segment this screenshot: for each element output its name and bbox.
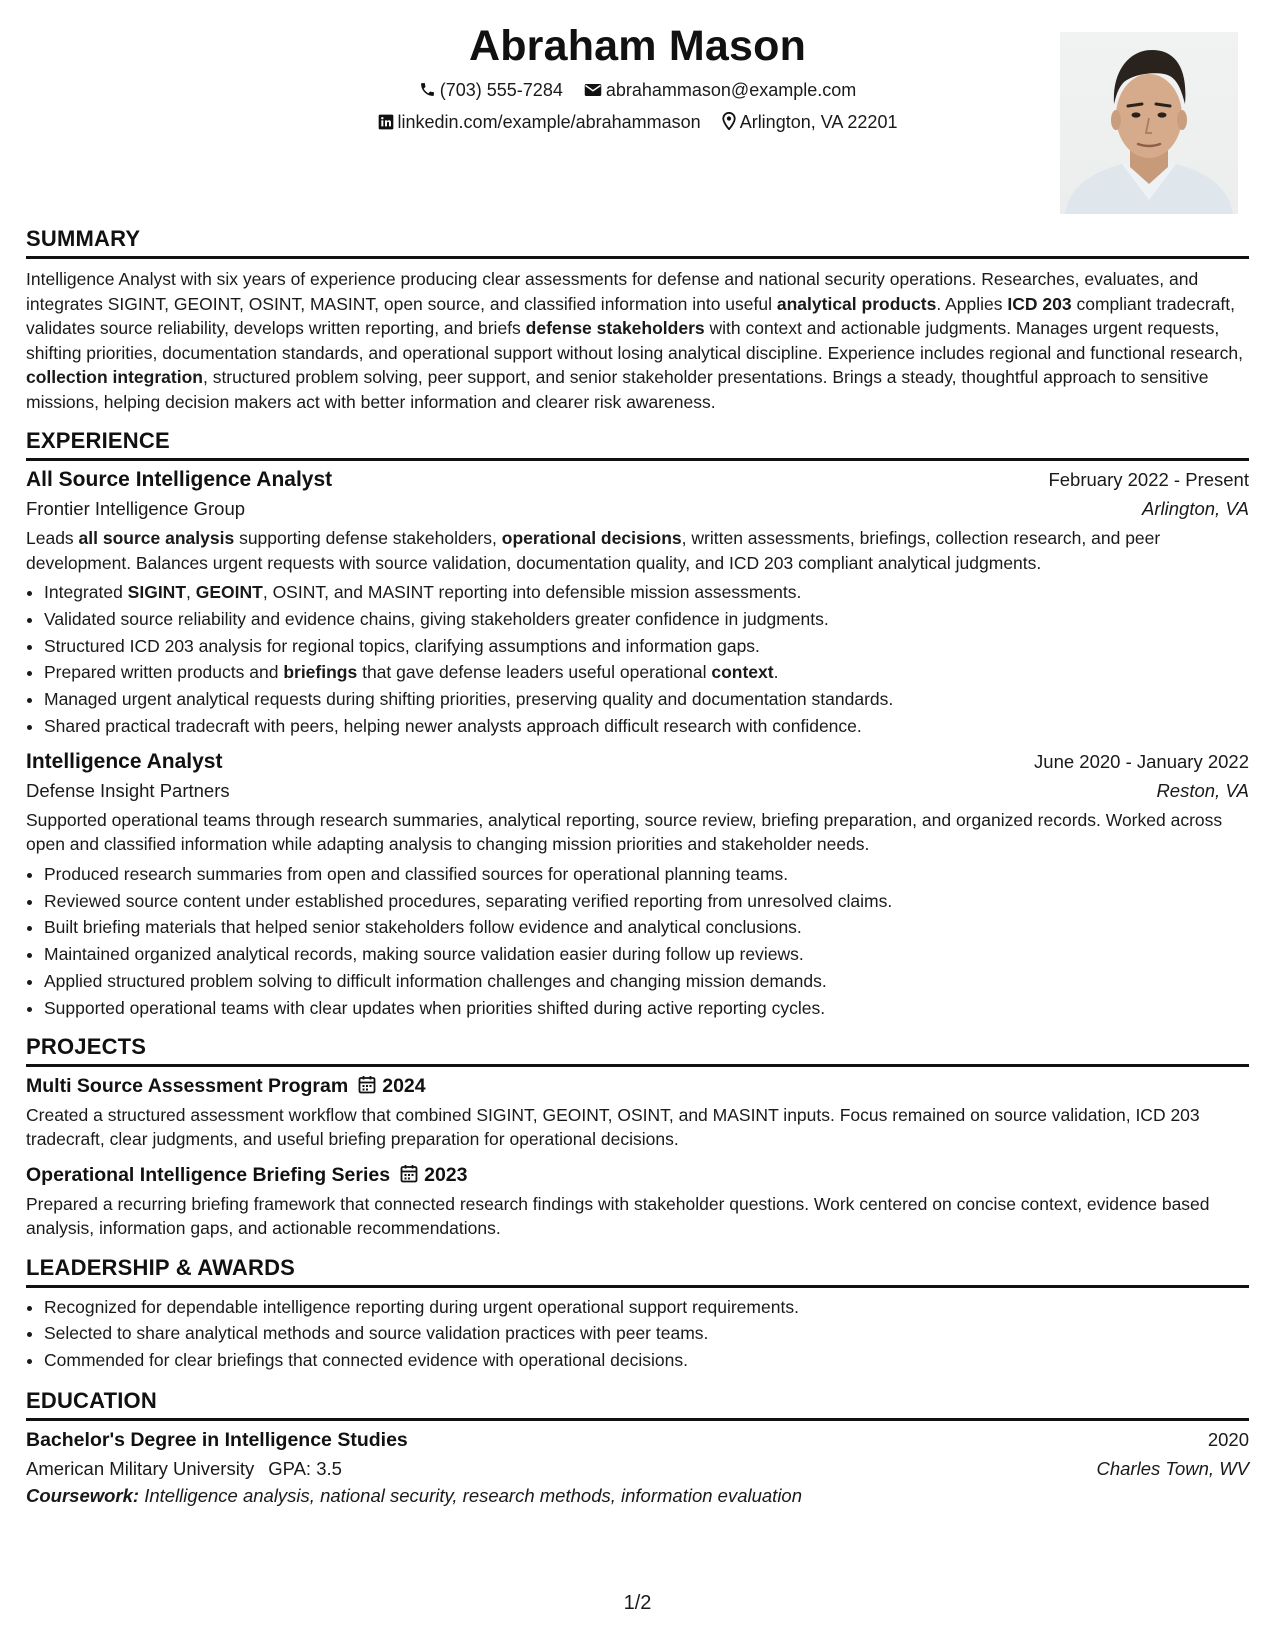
company-name: Frontier Intelligence Group (26, 498, 246, 519)
resume-page (26, 0, 1249, 1507)
projects-section (26, 1034, 1249, 1241)
page-number: 1/2 (623, 1592, 652, 1614)
list-item: • Produced research summaries from open and classified sources for operational planning teams. (44, 861, 1249, 888)
leadership-bullets (26, 1294, 1249, 1374)
linkedin-contact[interactable] (378, 112, 701, 133)
list-item: • Applied structured problem solving to difficult information challenges and changing mission demands. (44, 968, 1249, 995)
summary-section (26, 226, 1249, 414)
job-header-row (26, 750, 1249, 774)
coursework-label: Coursework: (26, 1484, 140, 1506)
phone-text: (703) 555-7284 (439, 80, 563, 100)
job-company-row (26, 780, 1249, 802)
job-dates: February 2022 - Present (1048, 469, 1249, 490)
project-title: Operational Intelligence Briefing Series (26, 1163, 391, 1186)
company-name: Defense Insight Partners (26, 779, 230, 801)
email-text[interactable]: abrahammason@example.com (605, 80, 857, 100)
job-bullets (26, 861, 1249, 1022)
list-item: • Built briefing materials that helped senior stakeholders follow evidence and analytical conclusions. (44, 914, 1249, 941)
job-header-row (26, 468, 1249, 492)
coursework-text: Intelligence analysis, national security, research methods, information evaluation (144, 1484, 803, 1506)
project-title-row (26, 1164, 1249, 1187)
calendar-icon (400, 1164, 418, 1183)
list-item: • Selected to share analytical methods and source validation practices with peer teams. (44, 1320, 1249, 1347)
graduation-year: 2020 (1207, 1428, 1249, 1450)
project-title-row (26, 1075, 1249, 1098)
list-item: • Integrated SIGINT, GEOINT, OSINT, and MASINT reporting into defensible mission assessments. (44, 579, 1249, 606)
job-company-row (26, 498, 1249, 520)
experience-section (26, 428, 1249, 1022)
leadership-section (26, 1255, 1249, 1374)
phone-icon (419, 81, 436, 98)
list-item: • Shared practical tradecraft with peers, helping newer analysts approach difficult research with confidence. (44, 713, 1249, 740)
degree-row (26, 1429, 1249, 1452)
coursework-line (26, 1485, 1249, 1507)
project-year: 2024 (382, 1074, 426, 1097)
experience-entry (26, 750, 1249, 1022)
list-item: • Managed urgent analytical requests during shifting priorities, preserving quality and documentation standards. (44, 686, 1249, 713)
school-row (26, 1458, 1249, 1480)
linkedin-text[interactable]: linkedin.com/example/abrahammason (397, 112, 701, 132)
list-item: • Commended for clear briefings that connected evidence with operational decisions. (44, 1347, 1249, 1374)
gpa: GPA: 3.5 (268, 1457, 342, 1479)
job-description: Supported operational teams through research summaries, analytical reporting, source review, briefing preparation, and organized records. Worked across open and classified information while adapting analysis to changing mission priorities and stakeholder needs. (26, 809, 1223, 855)
experience-heading: EXPERIENCE (26, 428, 1249, 461)
list-item: • Validated source reliability and evidence chains, giving stakeholders greater confidence in judgments. (44, 606, 1249, 633)
leadership-heading: LEADERSHIP & AWARDS (26, 1255, 1249, 1288)
location-contact (722, 112, 898, 133)
phone-contact (419, 80, 563, 101)
education-section (26, 1388, 1249, 1507)
list-item: • Maintained organized analytical records, making source validation easier during follow up reviews. (44, 941, 1249, 968)
list-item: • Prepared written products and briefings that gave defense leaders useful operational context. (44, 659, 1249, 686)
job-location: Arlington, VA (1142, 498, 1249, 519)
summary-heading: SUMMARY (26, 226, 1249, 259)
project-description: Prepared a recurring briefing framework that connected research findings with stakeholder questions. Work centered on concise context, evidence based analysis, information gaps, and actionable recommendations. (26, 1193, 1210, 1239)
list-item: • Structured ICD 203 analysis for regional topics, clarifying assumptions and information gaps. (44, 633, 1249, 660)
resume-header (26, 0, 1249, 214)
job-title: Intelligence Analyst (26, 749, 223, 773)
summary-paragraph: Intelligence Analyst with six years of experience producing clear assessments for defense and national security operations. Researches, evaluates, and integrates SIGINT, GEOINT, OSINT, MASINT, open source, and classified information into useful analytical products. Applies ICD 203 compliant tradecraft, validates source reliability, develops written reporting, and briefs defense stakeholders with context and actionable judgments. Manages urgent requests, shifting priorities, documentation standards, and operational support without losing analytical discipline. Experience includes regional and functional research, collection integration, structured problem solving, peer support, and senior stakeholder presentations. Brings a steady, thoughtful approach to sensitive missions, helping decision makers act with better information and clearer risk awareness. (26, 269, 1243, 412)
job-title: All Source Intelligence Analyst (26, 468, 333, 491)
project-title: Multi Source Assessment Program (26, 1074, 349, 1097)
email-contact[interactable] (584, 80, 856, 101)
candidate-name: Abraham Mason (468, 22, 807, 70)
projects-heading: PROJECTS (26, 1034, 1249, 1067)
calendar-icon (358, 1075, 376, 1094)
envelope-icon (584, 82, 602, 98)
job-description: Leads all source analysis supporting defense stakeholders, operational decisions, written assessments, briefings, collection research, and peer development. Balances urgent requests with source validation, documentation quality, and ICD 203 compliant analytical judgments. (26, 528, 1161, 573)
linkedin-icon (378, 114, 394, 130)
profile-photo (1060, 32, 1238, 214)
experience-entry (26, 468, 1249, 740)
degree-title: Bachelor's Degree in Intelligence Studies (26, 1428, 408, 1451)
project-entry (26, 1164, 1249, 1241)
location-text: Arlington, VA 22201 (739, 112, 898, 132)
education-heading: EDUCATION (26, 1388, 1249, 1421)
school-name: American Military University (26, 1457, 255, 1479)
project-year: 2023 (424, 1163, 468, 1186)
job-location: Reston, VA (1156, 779, 1249, 801)
school-location: Charles Town, WV (1096, 1457, 1249, 1479)
job-dates: June 2020 - January 2022 (1034, 750, 1249, 772)
project-entry (26, 1075, 1249, 1152)
school-info (26, 1458, 342, 1480)
project-description: Created a structured assessment workflow that combined SIGINT, GEOINT, OSINT, and MASINT inputs. Focus remained on source validation, ICD 203 tradecraft, clear judgments, and useful briefing preparation for operational decisions. (26, 1104, 1200, 1150)
list-item: • Reviewed source content under established procedures, separating verified reporting from unresolved claims. (44, 888, 1249, 915)
job-bullets (26, 579, 1249, 740)
list-item: • Supported operational teams with clear updates when priorities shifted during active reporting cycles. (44, 995, 1249, 1022)
map-pin-icon (722, 112, 736, 130)
list-item: • Recognized for dependable intelligence reporting during urgent operational support requirements. (44, 1294, 1249, 1321)
